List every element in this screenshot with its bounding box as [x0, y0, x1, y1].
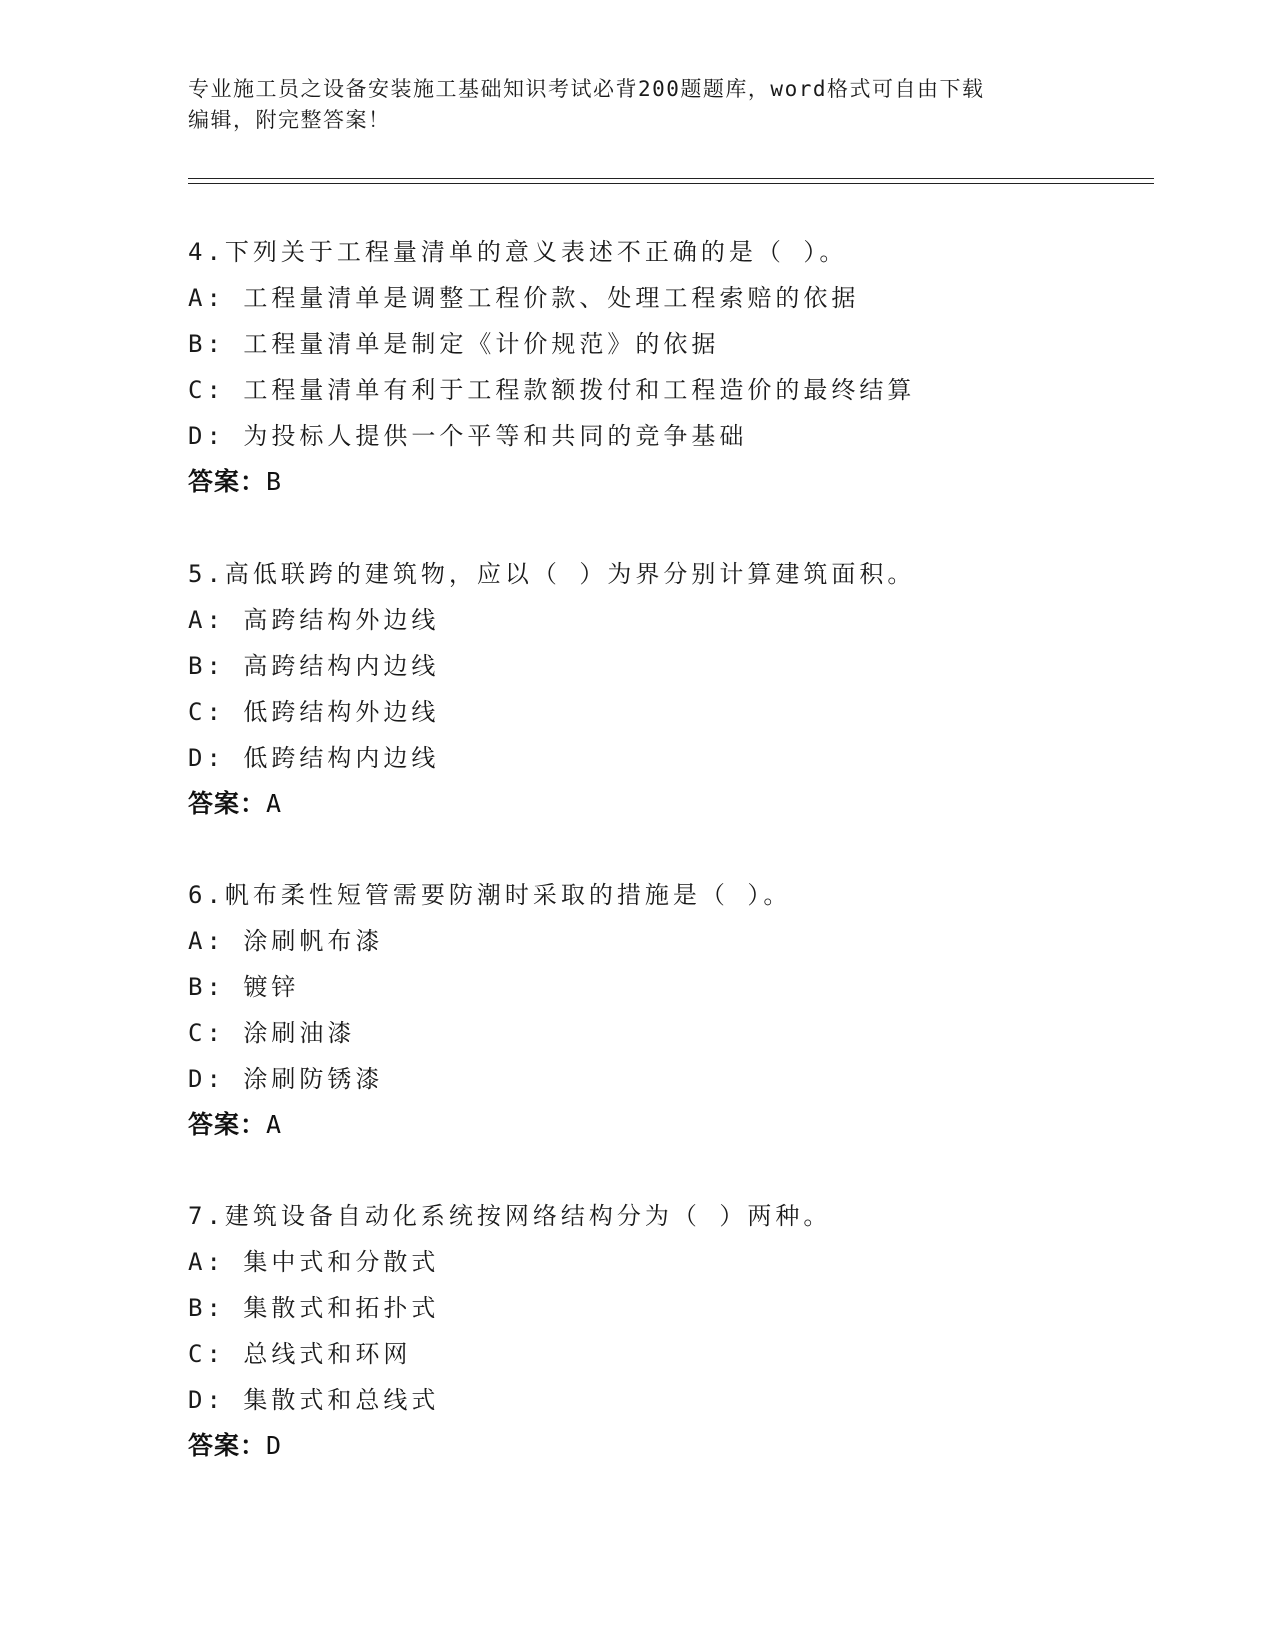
answer-value: A — [266, 789, 283, 818]
answer-value: A — [266, 1110, 283, 1139]
answer-line — [188, 1102, 1148, 1148]
question-4 — [188, 229, 1148, 505]
answer-line — [188, 781, 1148, 827]
option-a: A: 涂刷帆布漆 — [188, 927, 384, 955]
question-5 — [188, 551, 1148, 827]
answer-label: 答案： — [188, 1110, 267, 1139]
header-divider-bottom — [188, 183, 1154, 184]
option-b: B: 集散式和拓扑式 — [188, 1294, 440, 1322]
question-stem: 7.建筑设备自动化系统按网络结构分为（ ）两种。 — [188, 1202, 832, 1230]
answer-line — [188, 1423, 1148, 1469]
option-a: A: 工程量清单是调整工程价款、处理工程索赔的依据 — [188, 284, 860, 312]
option-d: D: 低跨结构内边线 — [188, 744, 440, 772]
question-6 — [188, 872, 1148, 1148]
question-stem: 6.帆布柔性短管需要防潮时采取的措施是（ ）。 — [188, 881, 792, 909]
question-stem: 5.高低联跨的建筑物，应以（ ）为界分别计算建筑面积。 — [188, 560, 916, 588]
option-a: A: 集中式和分散式 — [188, 1248, 440, 1276]
option-c: C: 总线式和环网 — [188, 1340, 412, 1368]
document-header — [188, 74, 1078, 136]
option-b: B: 工程量清单是制定《计价规范》的依据 — [188, 330, 720, 358]
answer-label: 答案： — [188, 789, 267, 818]
option-a: A: 高跨结构外边线 — [188, 606, 440, 634]
option-c: C: 工程量清单有利于工程款额拨付和工程造价的最终结算 — [188, 376, 916, 404]
question-stem: 4.下列关于工程量清单的意义表述不正确的是（ ）。 — [188, 238, 848, 266]
option-c: C: 涂刷油漆 — [188, 1019, 356, 1047]
answer-line — [188, 459, 1148, 505]
option-b: B: 镀锌 — [188, 973, 300, 1001]
question-7 — [188, 1193, 1148, 1469]
answer-label: 答案： — [188, 467, 267, 496]
header-line-2: 编辑，附完整答案！ — [188, 108, 391, 132]
answer-label: 答案： — [188, 1431, 267, 1460]
header-line-1: 专业施工员之设备安装施工基础知识考试必背200题题库，word格式可自由下载 — [188, 77, 985, 101]
header-divider-top — [188, 178, 1154, 179]
option-d: D: 集散式和总线式 — [188, 1386, 440, 1414]
option-d: D: 涂刷防锈漆 — [188, 1065, 384, 1093]
answer-value: B — [266, 467, 283, 496]
option-b: B: 高跨结构内边线 — [188, 652, 440, 680]
option-d: D: 为投标人提供一个平等和共同的竞争基础 — [188, 422, 748, 450]
option-c: C: 低跨结构外边线 — [188, 698, 440, 726]
answer-value: D — [266, 1431, 283, 1460]
